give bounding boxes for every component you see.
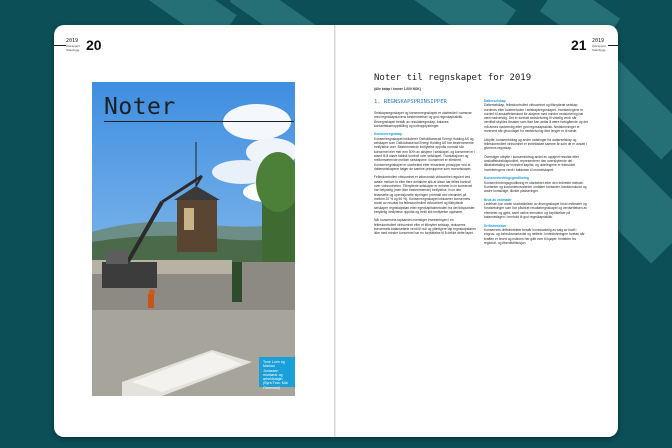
cover-photo [92, 82, 295, 396]
paragraph-heading: Datterselskap [484, 99, 506, 103]
paragraph-text: Konsernfordringsgrodlkning er utarbeidet etter den indirekte metode. Kontanter og kontantekvivalenter omfatter kontanter, bankinnskudd og andre kortsiktige, likvide plasseringer. [484, 180, 587, 194]
paragraph [484, 138, 588, 151]
paragraph-text: Konsernets driftsinntekter består hovedsakelig av salg av kraft i engros- og forbruksmarkedet og nettleie. Inntektsføringen foretas når kraften er levert og risikoen har gått over til kjøper. Inntekter fra regional- og fiberdistribusjon. [484, 227, 585, 245]
notes-section [336, 25, 618, 437]
paragraph [484, 224, 588, 245]
notes-subtitle: (Alle beløp i kroner 1.000 NOK) [374, 87, 421, 91]
paragraph-heading: Konsernregnskap [374, 132, 403, 137]
paragraph-text: Utbytte, konsernbidrag og andre utdelinger fra datterselskap og felleskontrollert virksomhet er inntektsført samme år som de er avsatt i giverens regnskap. [484, 137, 587, 151]
construction-photo [92, 82, 295, 396]
photo-title-rule [104, 121, 294, 122]
paragraph-text: Felleskontrollert virksomhet er økonomisk virksomhet regulert ved avtale mellom to eller flere deltakere slik at disse har felles kontroll over virksomheten. Tilknyttede selskaper er enheter hvor konsernet har betydelig (men ikke bestemmende) innflytelse, hvor den finansielle og operasjonelle styringen (normalt ved eierandel på mellom 20 % og 50 %). Konsernregnskapet inkluderer konsernets andel av resultat fra felleskontrollert virksomhet og tilknyttede selskaper regnskapsført etter egenkapitalmetoden fra det tidspunktet betydelig innflytelse oppnås og inntil slik innflytelse opphører. [374, 175, 475, 214]
paragraph-text: Konsernregnskapet inkluderer Ostfoldbaserad Energi Holding AS og selskaper som Ostfoldbaserad Energi Holding AS har bestemmende innflytelse over. Bestemmende innflytelse oppnås normalt når konsernet eier mer enn 50% av aksjene i selskapet, og konsernet er i stand til å utøve faktisk kontroll over selskapet. Transaksjoner og mellomværende mellom selskapene i konsernet er eliminert. Konsernregnskapet er utarbeidet etter ensartede prinsipper ved at datterselskapene følger de samme prinsippene som morselskapet. [374, 136, 475, 171]
paragraph-heading: Bruk av estimater [484, 197, 512, 202]
paragraph [374, 111, 476, 128]
page-number: 21 [571, 37, 587, 53]
paragraph [374, 175, 476, 214]
page-number: 20 [86, 37, 102, 53]
text-column-left [374, 111, 476, 411]
paragraph [484, 155, 588, 172]
paragraph-heading: Konsernfordringsgrodlkning [484, 176, 529, 181]
paragraph-text: Når konsernets tapsandel overstiger investeringen i en felleskontrollert virksomhet eller et tilknyttet selskap, reduseres konsernets balanseførte verdi til null og ytterligere tap regnskapsføres ikke med mindre konsernet har en forpliktelse til å dekke dette tapet. [374, 218, 476, 236]
page-header-sub: Årsrapport Statsbygg [66, 44, 81, 52]
paragraph [484, 198, 588, 219]
photo-caption: Tone Lunn og Markus Jonassen montørar og arbeidslagin. (Byra Foto: Mia Ormestad) [259, 357, 295, 387]
text-column-right [484, 99, 588, 411]
notes-title: Noter til regnskapet for 2019 [374, 73, 532, 83]
page-year: 2019 [592, 38, 605, 44]
page-year: 2019 [66, 38, 79, 44]
photo-title: Noter [104, 94, 176, 120]
paragraph [484, 176, 588, 193]
paragraph [374, 132, 476, 171]
report-spread [54, 25, 618, 437]
section-heading: 1. REGNSKAPSPRINSIPPER [374, 99, 447, 105]
header-rule [54, 45, 66, 46]
paragraph-heading: Driftsinntekter [484, 223, 507, 228]
paragraph [484, 99, 588, 133]
paragraph-text: Selskapsregnskapet og konsernregnskapet er utarbeidet i samsvar med regnskapslovens bestemmelser og god regnskapsskikk. Årsregnskapet består av resultatregnskap, balanse, kontantstrømoppstilling og noteopplysninger. [374, 111, 472, 128]
paragraph [374, 218, 476, 235]
paragraph-text: Datterselskap, felleskontrollert virksomhet og tilknyttede selskap vurderes etter kostmetoden i selskapsregnskapet. Investeringene er vurdert til anskaffelseskost for aksjene med mindre nedskrivning har vært nødvendig. Det er foretatt nedskrivning til virkelig verdi når verdifall skyldes årsaker som ikke kan antas å være forbigående og det må anses nødvendig etter god regnskapsskikk. Nedskrivninger er reversert når grunnlaget for nedskrivning ikke lenger er til stede. [484, 103, 588, 134]
paragraph-text: Ledelsen har under utarbeidelsen av årsregnskapet brukt estimater og forutsetninger som har påvirket resultatregnskapet og verdsettelsen av eiendeler og gjeld, samt usikre eiendeler og forpliktelser på balansedagen i henhold til god regnskapsskikk. [484, 202, 587, 220]
page-header-sub: Årsrapport Statsbygg [592, 44, 607, 52]
paragraph-text: Overstiger utbytte / konsernbidrag andel av opptjent resultat etter anskaffelsestidspunktet, representerer den overskytende del tilbakebetaling av investert kapital, og utdelingene er fratrukket investeringens verdi i balansen til morselskapet. [484, 154, 579, 172]
